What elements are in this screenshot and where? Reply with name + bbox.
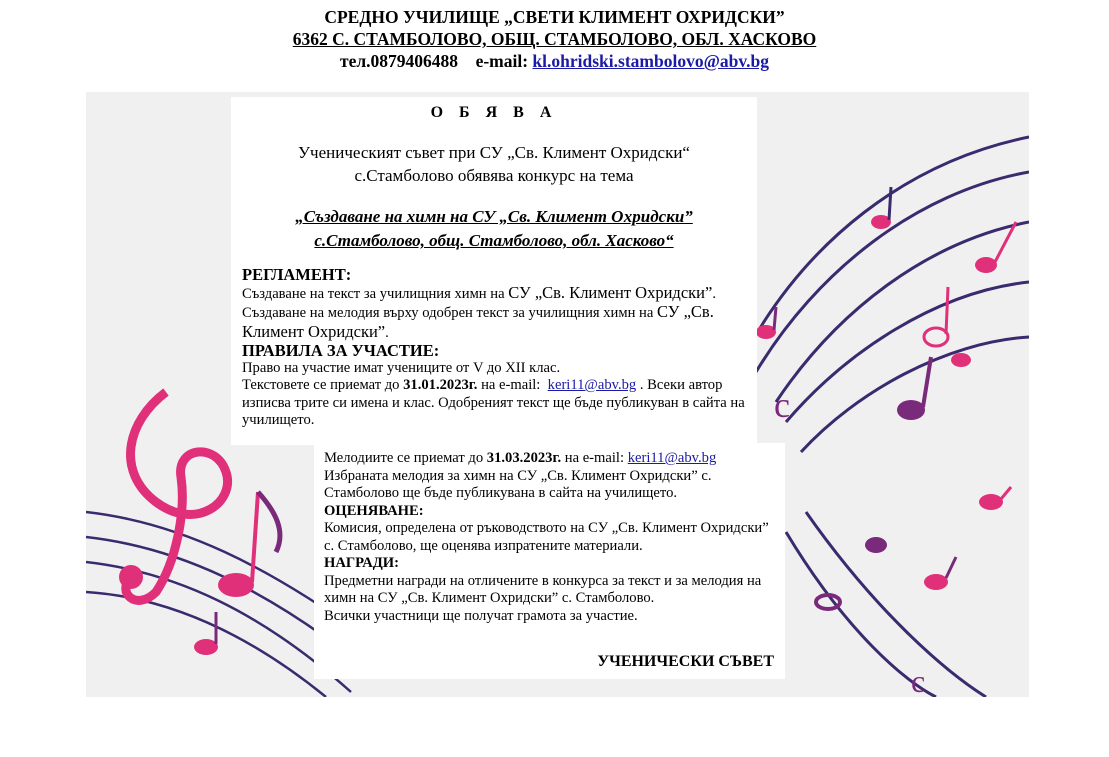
treble-clef-icon [126, 392, 228, 600]
notice-body-bottom [324, 450, 779, 625]
email-label: e-mail: [475, 51, 529, 71]
svg-text:c: c [774, 385, 790, 425]
intro-line: с.Стамболово обявява конкурс на тема [354, 166, 634, 185]
rules-heading: ПРАВИЛА ЗА УЧАСТИЕ: [242, 341, 440, 360]
theme-line: „Създаване на химн на СУ „Св. Климент Охридски” [295, 207, 693, 226]
svg-text:c: c [911, 663, 926, 697]
regulation-text: Създаване на текст за училищния химн на СУ „Св. Климент Охридски”. Създаване на мелодия върху одобрен текст за училищния химн на СУ „Св. Климент Охридски”. [242, 282, 716, 341]
school-phone: тел.0879406488 [340, 51, 459, 71]
signature: УЧЕНИЧЕСКИ СЪВЕТ [597, 653, 774, 670]
evaluation-text: Комисия, определена от ръководството на СУ „Св. Климент Охридски” с. Стамболово, ще оценява изпратените материали. [324, 520, 769, 554]
school-contacts [0, 50, 1109, 72]
notice-body-top [242, 266, 747, 430]
notice-intro [231, 141, 757, 187]
school-address: 6362 С. СТАМБОЛОВО, ОБЩ. СТАМБОЛОВО, ОБЛ. ХАСКОВО [292, 29, 817, 49]
awards-text: Предметни награди на отличените в конкурса за текст и за мелодия на химн на СУ „Св. Климент Охридски” с. Стамболово. [324, 572, 762, 606]
theme-line: с.Стамболово, общ. Стамболово, обл. Хасково“ [314, 231, 674, 250]
rules-melody-chosen: Избраната мелодия за химн на СУ „Св. Климент Охридски” с. Стамболово ще бъде публикувана в сайта на училището. [324, 467, 712, 501]
awards-participation: Всички участници ще получат грамота за участие. [324, 607, 638, 624]
melodies-email-link[interactable]: keri11@abv.bg [627, 450, 717, 466]
texts-email-link[interactable]: keri11@abv.bg [547, 377, 637, 393]
regulation-heading: РЕГЛАМЕНТ: [242, 265, 352, 284]
awards-heading: НАГРАДИ: [324, 555, 400, 571]
school-name: СРЕДНО УЧИЛИЩЕ „СВЕТИ КЛИМЕНТ ОХРИДСКИ” [324, 7, 785, 27]
school-header [0, 6, 1109, 72]
contest-theme [231, 205, 757, 253]
evaluation-heading: ОЦЕНЯВАНЕ: [324, 502, 424, 519]
intro-line: Ученическият съвет при СУ „Св. Климент Охридски“ [298, 143, 690, 162]
school-email-link[interactable]: kl.ohridski.stambolovo@abv.bg [532, 51, 769, 71]
rules-melodies-deadline: Мелодиите се приемат до 31.03.2023г. на e-mail: keri11@abv.bg [324, 450, 717, 466]
rules-texts-deadline: Текстовете се приемат до 31.01.2023г. на e-mail: keri11@abv.bg . Всеки автор изписва трите си имена и клас. Одобреният текст ще бъде публикуван в сайта на училището. [242, 377, 745, 428]
notice-title: О Б Я В А [430, 104, 558, 121]
rules-eligibility: Право на участие имат учениците от V до XII клас. [242, 359, 561, 376]
